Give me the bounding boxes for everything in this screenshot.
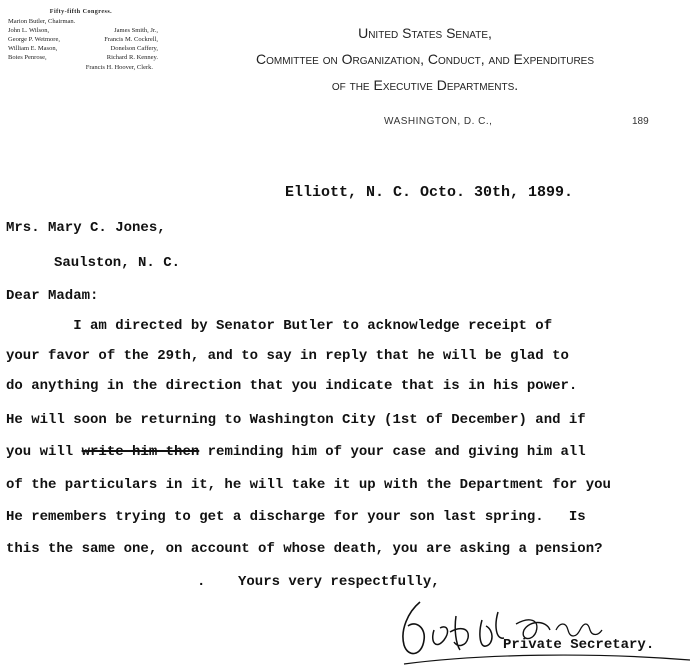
member-name: Donelson Caffery,	[110, 45, 158, 52]
member-name: John L. Wilson,	[8, 27, 50, 34]
congress-label: Fifty-fifth Congress.	[49, 9, 113, 15]
title-line-1: United States Senate,	[358, 25, 492, 41]
member-name: George P. Wetmore,	[8, 36, 60, 43]
member-row	[8, 53, 168, 62]
member-name: Marion Butler, Chairman.	[8, 18, 76, 25]
letter-date: Elliott, N. C. Octo. 30th, 1899.	[285, 184, 574, 201]
clerk-name: Francis H. Hoover, Clerk.	[85, 64, 153, 71]
handwritten-signature	[390, 590, 700, 669]
letter-body-line	[6, 444, 586, 460]
recipient-name: Mrs. Mary C. Jones,	[6, 220, 166, 236]
title-line-2: Committee on Organization, Conduct, and Expenditures	[255, 51, 595, 67]
member-row	[8, 44, 168, 53]
struck-text: write him then	[81, 444, 200, 460]
member-name: Richard R. Kenney.	[106, 54, 158, 61]
member-row	[8, 17, 168, 26]
title-line-3: of the Executive Departments.	[331, 77, 519, 93]
letter-body-line: He will soon be returning to Washington City (1st of December) and if	[6, 412, 586, 428]
signatory-title: Private Secretary.	[503, 637, 655, 653]
member-name: Francis M. Cockrell,	[104, 36, 158, 43]
member-row	[8, 26, 168, 35]
member-row	[8, 35, 168, 44]
letter-body-line: do anything in the direction that you indicate that is in his power.	[6, 378, 578, 394]
letter-body-line: I am directed by Senator Butler to acknowledge receipt of	[6, 318, 553, 334]
member-name: Boies Penrose,	[8, 54, 47, 61]
letter-body-line: this the same one, on account of whose death, you are asking a pension?	[6, 541, 603, 557]
stray-dot: .	[197, 574, 206, 590]
body-text: you will	[6, 444, 82, 460]
letterhead-left	[8, 8, 168, 72]
closing: Yours very respectfully,	[238, 574, 440, 590]
senate-committee-title	[170, 20, 680, 98]
member-name: James Smith, Jr.,	[114, 27, 158, 34]
salutation: Dear Madam:	[6, 288, 99, 304]
letter-body-line: He remembers trying to get a discharge for your son last spring. Is	[6, 509, 586, 525]
member-name: William E. Mason,	[8, 45, 58, 52]
washington-dateline: WASHINGTON, D. C.,	[384, 116, 493, 127]
recipient-address: Saulston, N. C.	[54, 255, 181, 271]
letter-body-line: your favor of the 29th, and to say in reply that he will be glad to	[6, 348, 569, 364]
letter-body-line: of the particulars in it, he will take it up with the Department for you	[6, 477, 611, 493]
body-text: reminding him of your case and giving him all	[199, 444, 586, 460]
year-prefix: 189	[632, 116, 649, 127]
